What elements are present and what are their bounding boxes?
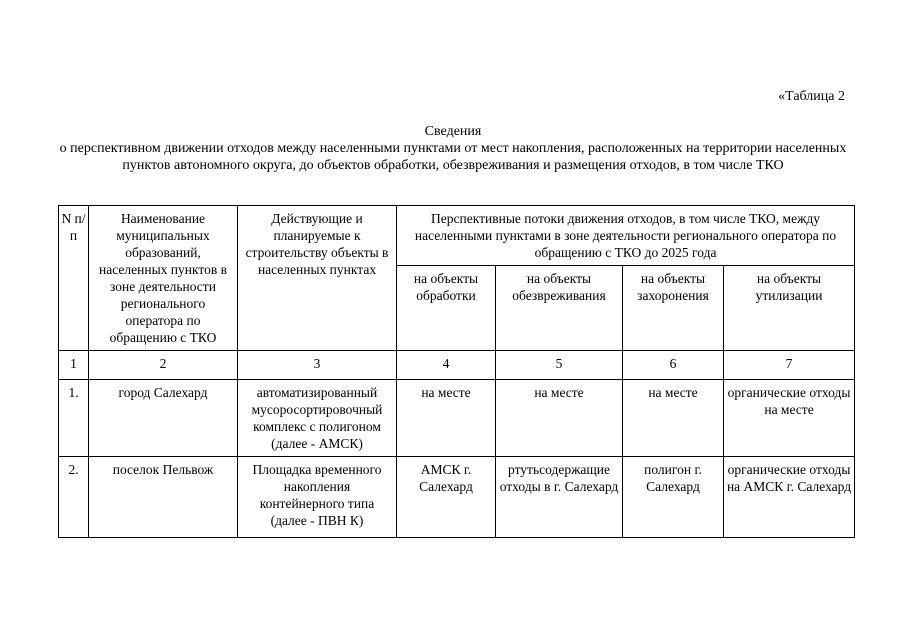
document-heading bbox=[58, 123, 848, 174]
cell-neutralization: ртутьсодержащие отходы в г. Салехард bbox=[496, 457, 623, 538]
cell-name: поселок Пельвож bbox=[89, 457, 238, 538]
header-objects: Действующие и планируемые к строительству объекты в населенных пунктах bbox=[238, 206, 397, 351]
cell-utilization: органические отходы на месте bbox=[724, 380, 855, 457]
cell-burial: полигон г. Салехард bbox=[623, 457, 724, 538]
table-row bbox=[59, 457, 855, 538]
header-flows: Перспективные потоки движения отходов, в том числе ТКО, между населенными пунктами в зоне деятельности регионального оператора по обращению с ТКО до 2025 года bbox=[397, 206, 855, 266]
document-subtitle: о перспективном движении отходов между населенными пунктами от мест накопления, расположенных на территории населенных пунктов автономного округа, до объектов обработки, обезвреживания и размещения отходов, в том числе ТКО bbox=[59, 141, 847, 173]
header-processing: на объекты обработки bbox=[397, 266, 496, 351]
column-number-row bbox=[59, 351, 855, 380]
table-header-row bbox=[59, 206, 855, 266]
header-num: N п/п bbox=[59, 206, 89, 351]
cell-neutralization: на месте bbox=[496, 380, 623, 457]
column-number: 1 bbox=[59, 351, 89, 380]
cell-objects: Площадка временного накопления контейнерного типа (далее - ПВН К) bbox=[238, 457, 397, 538]
cell-burial: на месте bbox=[623, 380, 724, 457]
column-number: 3 bbox=[238, 351, 397, 380]
column-number: 6 bbox=[623, 351, 724, 380]
column-number: 2 bbox=[89, 351, 238, 380]
header-neutralization: на объекты обезвреживания bbox=[496, 266, 623, 351]
cell-num: 1. bbox=[59, 380, 89, 457]
header-utilization: на объекты утилизации bbox=[724, 266, 855, 351]
header-burial: на объекты захоронения bbox=[623, 266, 724, 351]
header-name: Наименование муниципальных образований, населенных пунктов в зоне деятельности регионального оператора по обращению с ТКО bbox=[89, 206, 238, 351]
document-title: Сведения bbox=[424, 124, 482, 139]
table-label: «Таблица 2 bbox=[778, 89, 845, 104]
cell-processing: на месте bbox=[397, 380, 496, 457]
column-number: 5 bbox=[496, 351, 623, 380]
table-row bbox=[59, 380, 855, 457]
cell-utilization: органические отходы на АМСК г. Салехард bbox=[724, 457, 855, 538]
waste-flow-table bbox=[58, 205, 855, 538]
column-number: 4 bbox=[397, 351, 496, 380]
cell-processing: АМСК г. Салехард bbox=[397, 457, 496, 538]
cell-objects: автоматизированный мусоросортировочный комплекс с полигоном (далее - АМСК) bbox=[238, 380, 397, 457]
column-number: 7 bbox=[724, 351, 855, 380]
cell-num: 2. bbox=[59, 457, 89, 538]
cell-name: город Салехард bbox=[89, 380, 238, 457]
